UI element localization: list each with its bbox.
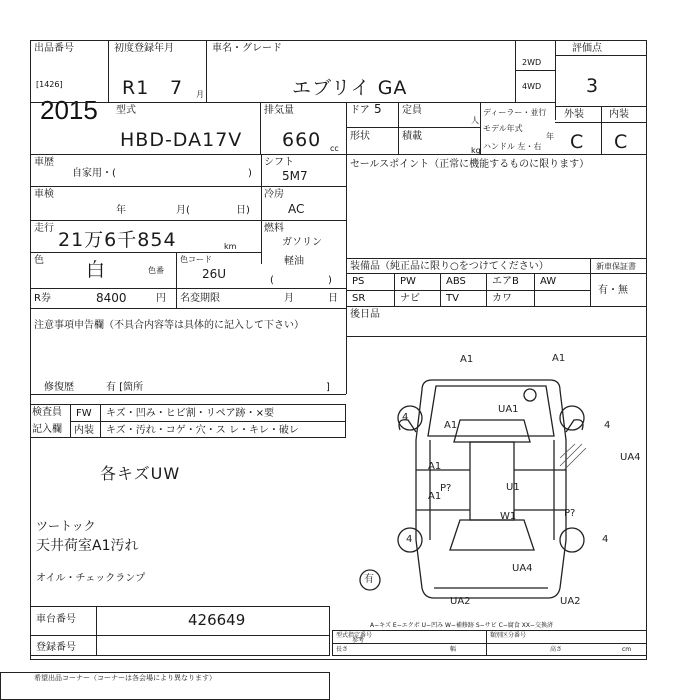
dmg-w1-rear: W1 <box>500 511 517 522</box>
model-year-label: モデル年式 <box>483 124 523 133</box>
ac-label: 冷房 <box>264 189 284 200</box>
repair-value: 有 [箇所 <box>106 382 144 393</box>
lot-number: 2015 <box>40 95 98 125</box>
equipment-item: PW <box>400 276 416 287</box>
dmg-p-left: P? <box>440 483 452 494</box>
fuel-paren-open: ( <box>270 275 274 286</box>
model-value: HBD-DA17V <box>120 129 243 151</box>
registration-label: 登録番号 <box>36 642 76 653</box>
equipment-item: カワ <box>492 293 512 304</box>
load-unit: kg <box>471 146 481 155</box>
dmg-u1-roof: U1 <box>506 482 520 493</box>
dmg-ua4-rear: UA4 <box>512 563 533 574</box>
car-diagram <box>30 40 647 660</box>
width-label: 幅 <box>450 646 457 653</box>
fuel-paren-close: ) <box>328 275 332 286</box>
type-spec-label: 型式指定番号 <box>336 632 373 639</box>
fuel-diesel: 軽油 <box>284 256 304 267</box>
doors-value: 5 <box>374 102 382 116</box>
history-close: ) <box>248 168 252 179</box>
load-label: 積載 <box>402 131 422 142</box>
entry-label: 記入欄 <box>32 424 62 435</box>
displacement-unit: cc <box>330 144 339 153</box>
capacity-unit: 人 <box>471 116 479 125</box>
inspection-year: 年 <box>116 205 126 216</box>
first-reg-era: R1 <box>122 77 150 99</box>
ext-items: キズ・凹み・ヒビ割・リペア跡・×要 <box>106 408 274 419</box>
chassis-value: 426649 <box>188 611 246 629</box>
inspector-label: 検査員 <box>32 407 62 418</box>
first-reg-month-unit: 月 <box>196 90 204 99</box>
chassis-label: 車台番号 <box>36 614 76 625</box>
ext-label: 外装 <box>564 109 584 120</box>
history-label: 車歴 <box>34 157 54 168</box>
fuel-label: 燃料 <box>264 223 284 234</box>
length-label: 長さ <box>336 646 349 653</box>
recycle-unit: 円 <box>156 293 166 304</box>
history-value: 自家用・( <box>72 168 116 179</box>
height-label: 高さ <box>550 646 563 653</box>
dmg-a1-front-right: A1 <box>552 353 566 364</box>
comment-line-2: ツートック <box>36 519 96 533</box>
equipment-item: エアB <box>492 276 519 287</box>
inspection-day: 日) <box>236 205 250 216</box>
mileage-label: 走行 <box>34 223 54 234</box>
new-warranty-label: 新車保証書 <box>596 262 636 271</box>
color-value: 白 <box>86 259 107 281</box>
equipment-item: ABS <box>446 276 466 287</box>
name-change-label: 名変期限 <box>180 293 220 304</box>
dmg-ua4-right: UA4 <box>620 452 641 463</box>
comment-line-4: オイル・チェックランプ <box>36 573 146 584</box>
equipment-item: PS <box>352 276 365 287</box>
dmg-p-right: P? <box>564 508 576 519</box>
score-value: 3 <box>586 75 600 97</box>
mileage-unit: km <box>224 242 237 251</box>
color-code-label2: 色コード <box>180 255 212 264</box>
diagram-legend: A−キズ E−エクボ U−凹み W−補修跡 S−サビ C−腐食 XX−交換済 <box>370 622 553 629</box>
inspection-label: 車検 <box>34 189 54 200</box>
dealer-label: ディーラー・並行 <box>483 108 547 117</box>
dmg-ua2-rear-right: UA2 <box>560 596 581 607</box>
shift-value: 5M7 <box>282 169 308 183</box>
new-warranty-value: 有・無 <box>598 285 628 296</box>
ref-label: 参考 <box>352 637 365 644</box>
dmg-4-rear-right-wheel: 4 <box>602 534 609 545</box>
inspection-month: 月( <box>176 205 190 216</box>
dmg-circled-mark: 有 <box>364 574 374 585</box>
ext-value: C <box>570 131 585 153</box>
back-label: 後日品 <box>350 309 380 320</box>
int-label-2: 内装 <box>74 425 94 436</box>
name-change-month: 月 <box>284 293 294 304</box>
lot-code: [1426] <box>36 80 63 89</box>
capacity-label: 定員 <box>402 105 422 116</box>
int-value: C <box>614 131 629 153</box>
equipment-item: SR <box>352 293 366 304</box>
color-code-value: 26U <box>202 267 227 281</box>
comment-line-3: 天井荷室A1汚れ <box>36 538 139 554</box>
drive-4wd: 4WD <box>522 82 542 91</box>
dmg-ua1-hood: UA1 <box>498 404 519 415</box>
repair-label: 修復歴 <box>44 382 74 393</box>
dmg-ua2-rear-left: UA2 <box>450 596 471 607</box>
dmg-4-rear-left-wheel: 4 <box>406 534 413 545</box>
color-code-label: 色番 <box>148 266 164 275</box>
car-name-label: 車名・グレード <box>212 43 282 54</box>
displacement-value: 660 <box>282 129 322 151</box>
dmg-4-front-left-wheel: 4 <box>402 412 409 423</box>
recycle-label: R券 <box>34 293 51 304</box>
int-items: キズ・汚れ・コゲ・穴・ス レ・キレ・破レ <box>106 425 299 436</box>
dmg-a1-left-front: A1 <box>444 420 458 431</box>
dmg-a1-front-left: A1 <box>460 354 474 365</box>
car-name-value: エブリイ GA <box>292 77 408 99</box>
shift-label: シフト <box>264 157 294 168</box>
cm-unit: cm <box>622 646 632 653</box>
class-num-label: 類別区分番号 <box>490 632 527 639</box>
corner-label: 希望出品コーナー（コーナーは各会場により異なります） <box>34 674 216 682</box>
doors-label: ドア <box>350 105 370 116</box>
fuel-gas: ガソリン <box>282 237 322 248</box>
model-label: 型式 <box>116 105 136 116</box>
comment-line-1: 各キズUW <box>100 464 181 483</box>
ac-value: AC <box>288 202 305 216</box>
first-reg-label: 初度登録年月 <box>114 43 174 54</box>
name-change-day: 日 <box>328 293 338 304</box>
recycle-value: 8400 <box>96 291 127 305</box>
sales-point-label: セールスポイント（正常に機能するものに限ります） <box>350 159 590 170</box>
displacement-label: 排気量 <box>264 105 294 116</box>
dmg-4-front-right-wheel: 4 <box>604 420 611 431</box>
equipment-item: ナビ <box>400 293 420 304</box>
lot-label: 出品番号 <box>34 43 74 54</box>
equipment-label: 装備品（純正品に限り○をつけてください） <box>350 261 549 272</box>
color-label: 色 <box>34 255 44 266</box>
notes-label: 注意事項申告欄（不具合内容等は具体的に記入して下さい） <box>34 320 304 331</box>
auction-sheet <box>30 40 647 700</box>
mileage-value: 21万6千854 <box>58 229 177 251</box>
equipment-item: TV <box>446 293 459 304</box>
shape-label: 形状 <box>350 131 370 142</box>
dmg-a1-left-door: A1 <box>428 461 442 472</box>
drive-2wd: 2WD <box>522 58 542 67</box>
equipment-item: AW <box>540 276 557 287</box>
int-label: 内装 <box>609 109 629 120</box>
handle-label: ハンドル 左・右 <box>483 142 542 151</box>
fw-label: FW <box>76 408 92 419</box>
dmg-a1-left-rear: A1 <box>428 491 442 502</box>
model-year-unit: 年 <box>546 132 554 141</box>
repair-close: ] <box>326 382 330 393</box>
score-label: 評価点 <box>572 43 602 54</box>
first-reg-month: 7 <box>170 77 184 99</box>
